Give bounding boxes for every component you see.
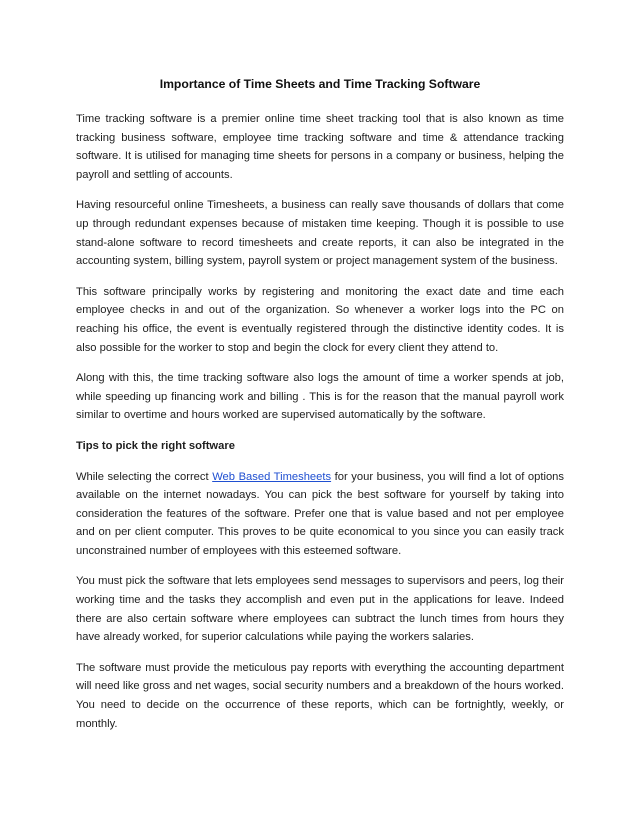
section-heading-tips: Tips to pick the right software	[76, 439, 235, 452]
paragraph-pay-reports: The software must provide the meticulous pay reports with everything the accounting department will need like gross and net wages, social security numbers and a breakdown of the hours worked. You need to decide on the occurrence of these reports, which can be fortnightly, weekly, or monthly.	[76, 661, 564, 730]
paragraph-selecting-text-end: for your business, you will find a lot of options available on the internet nowadays. You can pick the best software for yourself by taking into consideration the features of the software. Prefer one that is value based and not per employee and on per client computer. This proves to be quite economical to you since you can easily track unconstrained number of employees with this esteemed software.	[76, 470, 564, 557]
paragraph-intro: Time tracking software is a premier online time sheet tracking tool that is also known as time tracking business software, employee time tracking software and time & attendance tracking software. It is utilised for managing time sheets for persons in a company or business, helping the payroll and settling of accounts.	[76, 113, 564, 181]
paragraph-resourceful-timesheets: Having resourceful online Timesheets, a business can really save thousands of dollars that come up through redundant expenses because of mistaken time keeping. Though it is possible to use stand-alone software to record timesheets and create reports, it can also be integrated in the accounting system, billing system, payroll system or project management system of the business.	[76, 199, 564, 268]
paragraph-employee-features: You must pick the software that lets employees send messages to supervisors and peers, log their working time and the tasks they accomplish and even put in the applications for leave. Indeed there are also certain software where employees can subtract the lunch times from hours they have already worked, for superior calculations while paying the workers salaries.	[76, 575, 564, 644]
document-title: Importance of Time Sheets and Time Tracking Software	[159, 77, 481, 91]
paragraph-selecting-text-start: While selecting the correct	[76, 470, 213, 483]
paragraph-selecting-software	[76, 468, 564, 561]
paragraph-logging-time: Along with this, the time tracking software also logs the amount of time a worker spends at job, while speeding up financing work and billing . This is for the reason that the manual payroll work similar to overtime and hours worked are supervised automatically by the software.	[76, 372, 564, 422]
paragraph-how-it-works: This software principally works by registering and monitoring the exact date and time each employee checks in and out of the organization. So whenever a worker logs into the PC on reaching his office, the event is eventually registered through the distinctive identity codes. It is also possible for the worker to stop and begin the clock for every client they attend to.	[76, 285, 564, 354]
web-based-timesheets-link[interactable]: Web Based Timesheets	[212, 470, 332, 483]
